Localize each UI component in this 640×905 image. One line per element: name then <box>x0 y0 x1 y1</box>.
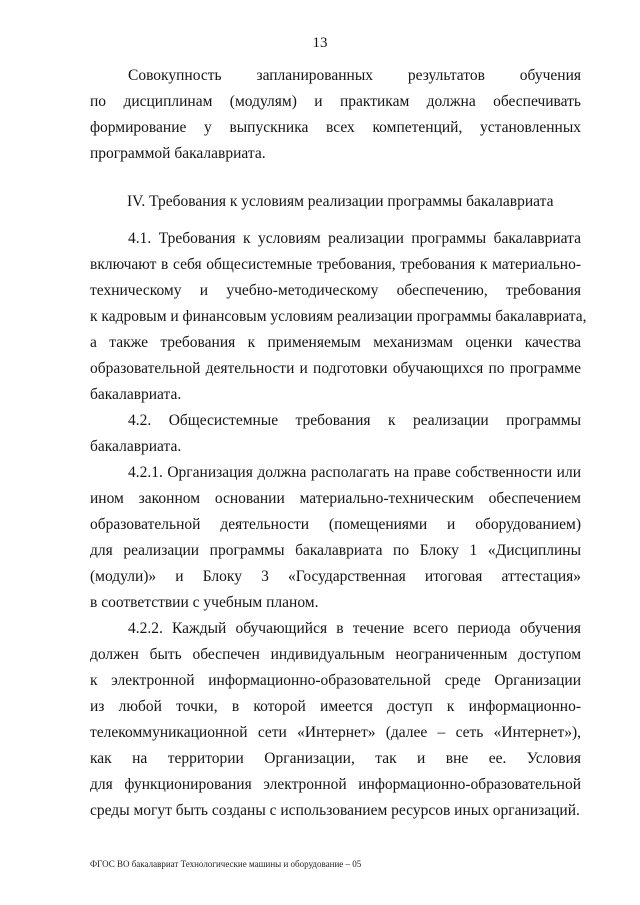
paragraph-competencies <box>90 63 581 167</box>
text-line: 4.1. Требования к условиям реализации программы бакалавриата <box>128 230 581 247</box>
page-number: 13 <box>312 35 328 51</box>
text-line: формирование у выпускника всех компетенций, установленных <box>90 119 581 136</box>
text-line: телекоммуникационной сети «Интернет» (далее – сеть «Интернет»), <box>90 724 581 741</box>
text-line: (модули)» и Блоку 3 «Государственная итоговая аттестация» <box>90 568 581 585</box>
spacer <box>90 215 581 226</box>
text-line: из любой точки, в которой имеется доступ к информационно- <box>90 698 581 715</box>
text-line: к кадровым и финансовым условиям реализации программы бакалавриата, <box>90 308 587 325</box>
paragraph-4-2-1 <box>90 460 581 616</box>
text-line: 4.2.1. Организация должна располагать на праве собственности или <box>128 464 581 481</box>
text-line: включают в себя общесистемные требования, требования к материально- <box>90 256 581 273</box>
text-line: бакалавриата. <box>90 386 182 403</box>
text-line: а также требования к применяемым механизмам оценки качества <box>90 334 581 351</box>
text-line: для реализации программы бакалавриата по Блоку 1 «Дисциплины <box>90 542 581 559</box>
text-line: в соответствии с учебным планом. <box>90 594 319 611</box>
text-line: для функционирования электронной информационно-образовательной <box>90 776 581 793</box>
text-line: 4.2. Общесистемные требования к реализации программы <box>128 412 581 429</box>
text-line: как на территории Организации, так и вне ее. Условия <box>90 750 581 767</box>
text-line: среды могут быть созданы с использованием ресурсов иных организаций. <box>90 802 580 819</box>
text-line: программой бакалавриата. <box>90 145 266 162</box>
text-line: техническому и учебно-методическому обеспечению, требования <box>90 282 581 299</box>
paragraph-4-1 <box>90 226 587 408</box>
paragraph-4-2 <box>90 408 581 460</box>
text-line: 4.2.2. Каждый обучающийся в течение всего периода обучения <box>128 620 581 637</box>
text-line: бакалавриата. <box>90 438 182 455</box>
section-heading: IV. Требования к условиям реализации программы бакалавриата <box>127 193 554 210</box>
text-line: по дисциплинам (модулям) и практикам должна обеспечивать <box>90 93 581 110</box>
text-line: образовательной деятельности (помещениями и оборудованием) <box>90 516 581 533</box>
text-line: должен быть обеспечен индивидуальным неограниченным доступом <box>90 646 581 663</box>
text-line: Совокупность запланированных результатов обучения <box>128 67 581 84</box>
text-line: к электронной информационно-образовательной среде Организации <box>90 672 581 689</box>
page-footer: ФГОС ВО бакалавриат Технологические машины и оборудование – 05 <box>90 859 362 869</box>
text-line: ином законном основании материально-техническим обеспечением <box>90 490 581 507</box>
text-line: образовательной деятельности и подготовки обучающихся по программе <box>90 360 581 377</box>
paragraph-4-2-2 <box>90 616 581 824</box>
spacer <box>90 167 581 189</box>
document-body <box>90 63 587 824</box>
